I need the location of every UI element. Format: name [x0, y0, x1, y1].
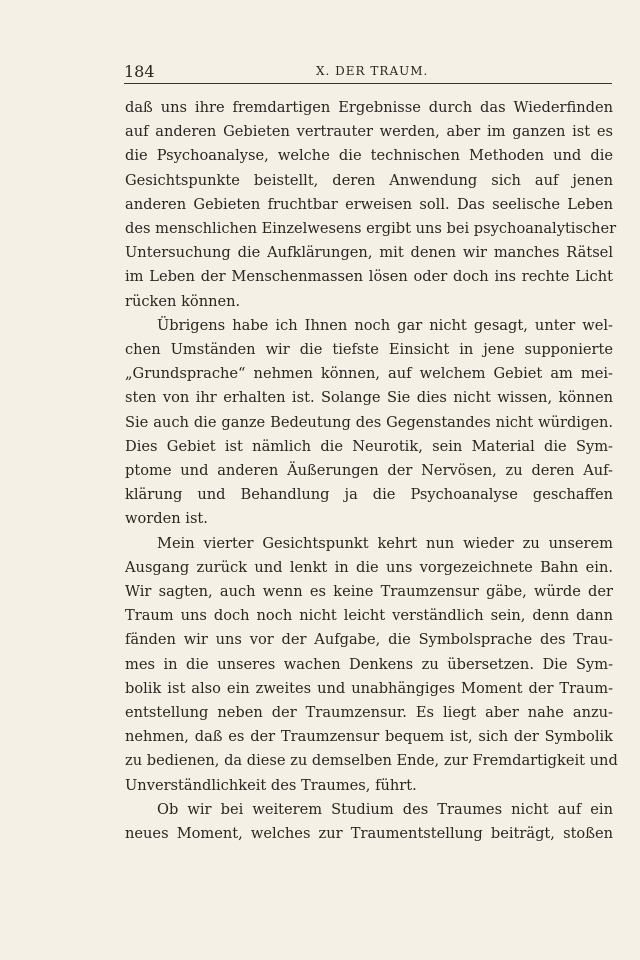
page-number: 184 [124, 62, 155, 81]
text-line: nehmen, daß es der Traumzensur bequem ist, sich der Symbolik [125, 728, 613, 746]
paragraph-2 [125, 314, 613, 532]
text-line: klärung und Behandlung ja die Psychoanalyse geschaffen [125, 486, 613, 504]
text-line: Ausgang zurück und lenkt in die uns vorgezeichnete Bahn ein. [125, 558, 613, 576]
text-line: Mein vierter Gesichtspunkt kehrt nun wieder zu unserem [157, 534, 613, 552]
text-line: entstellung neben der Traumzensur. Es liegt aber nahe anzu- [125, 704, 613, 722]
text-line: Unverständlichkeit des Traumes, führt. [125, 776, 417, 794]
text-line: Ob wir bei weiterem Studium des Traumes nicht auf ein [157, 800, 613, 818]
text-line: ptome und anderen Äußerungen der Nervösen, zu deren Auf- [125, 462, 613, 480]
text-line: sten von ihr erhalten ist. Solange Sie dies nicht wissen, können [125, 389, 613, 407]
text-line: „Grundsprache“ nehmen können, auf welchem Gebiet am mei- [125, 365, 613, 383]
text-line: neues Moment, welches zur Traumentstellung beiträgt, stoßen [125, 825, 613, 843]
body-text [125, 96, 618, 846]
text-line: Gesichtspunkte beistellt, deren Anwendung sich auf jenen [125, 171, 613, 189]
running-head: X. DER TRAUM. [316, 64, 429, 78]
text-line: im Leben der Menschenmassen lösen oder doch ins rechte Licht [125, 268, 613, 286]
paragraph-3 [125, 532, 618, 798]
header-rule [124, 83, 612, 84]
text-line: Traum uns doch noch nicht leicht verständlich sein, denn dann [125, 607, 613, 625]
text-line: Untersuchung die Aufklärungen, mit denen wir manches Rätsel [125, 244, 613, 262]
text-line: bolik ist also ein zweites und unabhängiges Moment der Traum- [125, 679, 613, 697]
text-line: anderen Gebieten fruchtbar erweisen soll. Das seelische Leben [125, 195, 613, 213]
text-line: auf anderen Gebieten vertrauter werden, aber im ganzen ist es [125, 123, 613, 141]
paragraph-4 [125, 798, 613, 846]
text-line: Wir sagten, auch wenn es keine Traumzensur gäbe, würde der [125, 583, 613, 601]
text-line: fänden wir uns vor der Aufgabe, die Symbolsprache des Trau- [125, 631, 613, 649]
text-line: Sie auch die ganze Bedeutung des Gegenstandes nicht würdigen. [125, 413, 613, 431]
text-line: Übrigens habe ich Ihnen noch gar nicht gesagt, unter wel- [157, 316, 613, 334]
page-header [124, 62, 612, 84]
text-line: die Psychoanalyse, welche die technischen Methoden und die [125, 147, 613, 165]
text-line: Dies Gebiet ist nämlich die Neurotik, sein Material die Sym- [125, 437, 613, 455]
paragraph-1 [125, 96, 617, 314]
text-line: zu bedienen, da diese zu demselben Ende, zur Fremdartigkeit und [125, 752, 618, 770]
text-line: chen Umständen wir die tiefste Einsicht in jene supponierte [125, 341, 613, 359]
text-line: daß uns ihre fremdartigen Ergebnisse durch das Wiederfinden [125, 99, 613, 116]
text-line: worden ist. [125, 510, 208, 528]
text-line: mes in die unseres wachen Denkens zu übersetzen. Die Sym- [125, 655, 613, 673]
text-line: rücken können. [125, 292, 241, 310]
text-line: des menschlichen Einzelwesens ergibt uns bei psychoanalytischer [125, 220, 617, 238]
